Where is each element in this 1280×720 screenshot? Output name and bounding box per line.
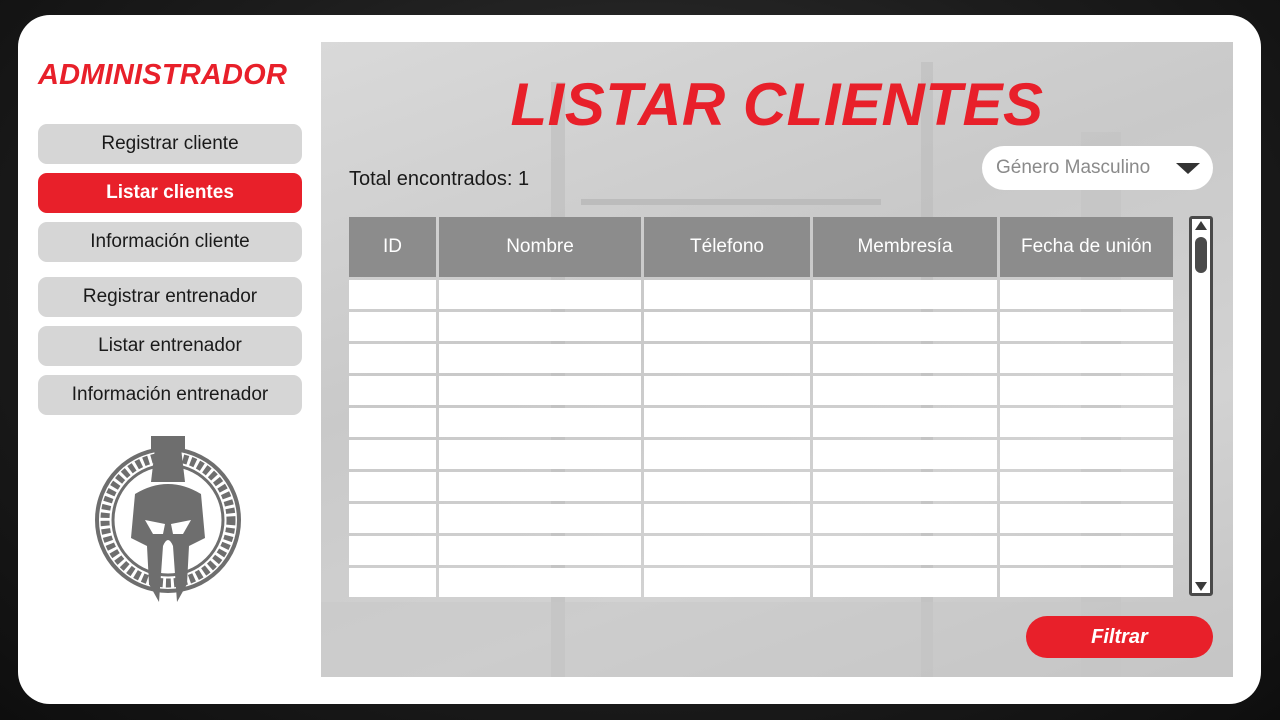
sidebar-title: ADMINISTRADOR xyxy=(38,59,288,91)
table-cell xyxy=(813,344,997,373)
table-cell xyxy=(644,568,810,597)
table-row[interactable] xyxy=(349,280,1173,309)
table-row[interactable] xyxy=(349,472,1173,501)
table-cell xyxy=(439,312,641,341)
main-panel xyxy=(321,42,1233,677)
table-cell xyxy=(349,376,436,405)
table-cell xyxy=(644,504,810,533)
table-cell xyxy=(813,280,997,309)
table-cell xyxy=(1000,280,1173,309)
table-cell xyxy=(644,280,810,309)
nav-listar-clientes[interactable]: Listar clientes xyxy=(38,173,302,213)
table-cell xyxy=(1000,344,1173,373)
table-cell xyxy=(349,472,436,501)
table-cell xyxy=(349,408,436,437)
table-cell xyxy=(1000,376,1173,405)
gender-filter-value: Género Masculino xyxy=(996,157,1151,178)
table-cell xyxy=(813,440,997,469)
table-cell xyxy=(813,472,997,501)
nav-listar-entrenador[interactable]: Listar entrenador xyxy=(38,326,302,366)
table-cell xyxy=(439,280,641,309)
nav-registrar-entrenador[interactable]: Registrar entrenador xyxy=(38,277,302,317)
total-found: Total encontrados: 1 xyxy=(349,168,530,190)
column-header-telefono[interactable]: Télefono xyxy=(644,217,810,277)
table-cell xyxy=(813,408,997,437)
table-cell xyxy=(1000,504,1173,533)
table-cell xyxy=(644,344,810,373)
table-cell xyxy=(439,344,641,373)
table-cell xyxy=(349,536,436,565)
table-cell xyxy=(1000,568,1173,597)
table-cell xyxy=(349,504,436,533)
table-cell xyxy=(644,376,810,405)
table-cell xyxy=(439,568,641,597)
scroll-up-arrow-icon[interactable] xyxy=(1195,221,1207,230)
table-row[interactable] xyxy=(349,312,1173,341)
nav-informacion-entrenador[interactable]: Información entrenador xyxy=(38,375,302,415)
table-row[interactable] xyxy=(349,568,1173,597)
table-cell xyxy=(1000,440,1173,469)
table-row[interactable] xyxy=(349,536,1173,565)
clients-table xyxy=(346,214,1176,600)
table-cell xyxy=(813,504,997,533)
nav-registrar-cliente[interactable]: Registrar cliente xyxy=(38,124,302,164)
table-cell xyxy=(1000,536,1173,565)
table-cell xyxy=(644,408,810,437)
table-cell xyxy=(349,568,436,597)
table-cell xyxy=(644,440,810,469)
table-cell xyxy=(1000,472,1173,501)
table-cell xyxy=(439,536,641,565)
table-row[interactable] xyxy=(349,344,1173,373)
table-cell xyxy=(813,312,997,341)
table-cell xyxy=(644,536,810,565)
table-row[interactable] xyxy=(349,408,1173,437)
gender-filter-select[interactable] xyxy=(982,146,1213,190)
filter-button[interactable]: Filtrar xyxy=(1026,616,1213,658)
scroll-thumb[interactable] xyxy=(1195,237,1207,273)
table-cell xyxy=(813,376,997,405)
table-cell xyxy=(644,472,810,501)
table-cell xyxy=(439,504,641,533)
table-cell xyxy=(439,472,641,501)
table-cell xyxy=(439,440,641,469)
column-header-id[interactable]: ID xyxy=(349,217,436,277)
table-row[interactable] xyxy=(349,504,1173,533)
sidebar xyxy=(18,15,321,704)
table-cell xyxy=(349,440,436,469)
table-row[interactable] xyxy=(349,440,1173,469)
table-scrollbar[interactable] xyxy=(1189,216,1213,596)
table-row[interactable] xyxy=(349,376,1173,405)
table-cell xyxy=(644,312,810,341)
table-cell xyxy=(1000,312,1173,341)
page-title: LISTAR CLIENTES xyxy=(510,71,1044,138)
table-cell xyxy=(813,568,997,597)
table-cell xyxy=(439,408,641,437)
table-cell xyxy=(813,536,997,565)
table-cell xyxy=(349,280,436,309)
caret-down-icon xyxy=(1176,163,1200,174)
column-header-fecha[interactable]: Fecha de unión xyxy=(1000,217,1173,277)
column-header-nombre[interactable]: Nombre xyxy=(439,217,641,277)
table-cell xyxy=(349,344,436,373)
scroll-down-arrow-icon[interactable] xyxy=(1195,582,1207,591)
column-header-membresia[interactable]: Membresía xyxy=(813,217,997,277)
table-cell xyxy=(439,376,641,405)
table-cell xyxy=(349,312,436,341)
spartan-helmet-icon xyxy=(93,434,243,602)
app-window xyxy=(18,15,1261,704)
nav-informacion-cliente[interactable]: Información cliente xyxy=(38,222,302,262)
table-cell xyxy=(1000,408,1173,437)
